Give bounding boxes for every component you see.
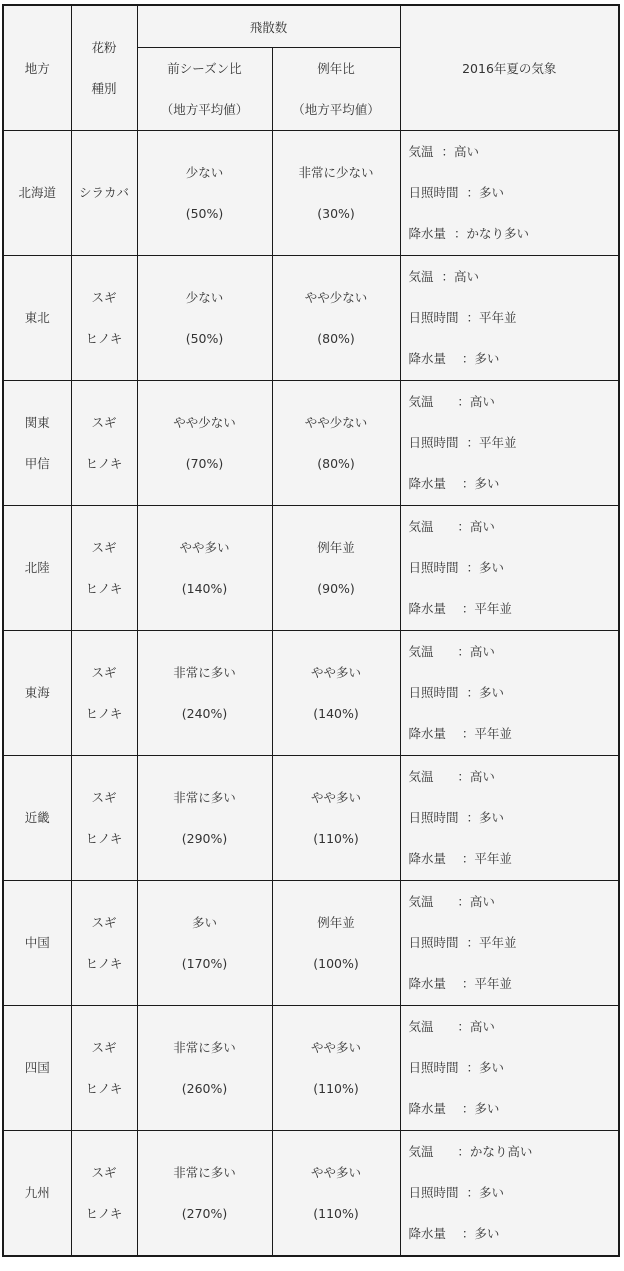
weather-line: 降水量 ：多い <box>408 476 500 491</box>
table-row <box>3 631 619 756</box>
region-cell <box>3 381 71 506</box>
region-header: 地方 <box>3 5 71 131</box>
pollen-type-cell-line: ヒノキ <box>85 955 123 971</box>
prev-season-cell-line: 少ない <box>185 164 224 180</box>
avg-year-cell <box>272 381 400 506</box>
pollen-type-cell <box>71 881 137 1006</box>
prev-season-cell-line: 少ない <box>185 289 224 305</box>
weather-line: 気温 ：高い <box>408 769 495 784</box>
prev-season-cell <box>137 131 272 256</box>
prev-season-cell <box>137 881 272 1006</box>
weather-line: 気温 ：高い <box>408 394 495 409</box>
avg-year-cell-line: (110%) <box>313 1080 359 1096</box>
avg-year-cell-line: (110%) <box>313 1205 359 1221</box>
weather-cell <box>400 131 619 256</box>
region-cell <box>3 631 71 756</box>
prev-season-cell <box>137 256 272 381</box>
weather-header: 2016年夏の気象 <box>400 5 619 131</box>
weather-line: 降水量 ：平年並 <box>408 976 512 991</box>
table-row <box>3 756 619 881</box>
region-cell <box>3 506 71 631</box>
avg-year-cell-line: (100%) <box>313 955 359 971</box>
pollen-type-cell-line: シラカバ <box>78 185 129 200</box>
pollen-type-cell <box>71 1006 137 1131</box>
weather-line: 気温 ：高い <box>408 519 495 534</box>
pollen-type-cell-line: スギ <box>91 1039 117 1055</box>
weather-line: 降水量 ：多い <box>408 351 500 366</box>
prev-season-cell <box>137 381 272 506</box>
weather-cell <box>400 881 619 1006</box>
region-cell <box>3 131 71 256</box>
avg-year-cell <box>272 756 400 881</box>
prev-season-cell-line: (170%) <box>181 955 228 971</box>
weather-line: 日照時間 ：多い <box>408 1185 504 1200</box>
pollen-type-cell <box>71 256 137 381</box>
weather-cell <box>400 1131 619 1257</box>
avg-year-cell-line: 非常に少ない <box>298 164 374 180</box>
pollen-type-cell-line: ヒノキ <box>85 1205 123 1221</box>
pollen-type-cell-line: ヒノキ <box>85 580 123 596</box>
prev-season-header: 前シーズン比 （地方平均値） <box>137 48 272 131</box>
region-cell-line: 九州 <box>24 1185 50 1200</box>
avg-year-cell-line: やや少ない <box>304 289 368 305</box>
pollen-type-cell <box>71 1131 137 1257</box>
prev-season-cell-line: (50%) <box>185 330 224 346</box>
pollen-forecast-table <box>2 4 620 1257</box>
pollen-type-cell <box>71 756 137 881</box>
weather-line: 日照時間 ：平年並 <box>408 310 517 325</box>
avg-year-cell <box>272 631 400 756</box>
avg-year-cell-line: (90%) <box>317 580 355 596</box>
weather-line: 降水量 ：かなり多い <box>408 226 529 241</box>
weather-cell <box>400 756 619 881</box>
weather-line: 降水量 ：平年並 <box>408 851 512 866</box>
weather-line: 気温 ：高い <box>408 1019 495 1034</box>
weather-line: 気温 ：高い <box>408 144 479 159</box>
avg-year-cell-line: (80%) <box>317 455 355 471</box>
pollen-type-cell <box>71 631 137 756</box>
region-cell <box>3 256 71 381</box>
prev-season-cell-line: (260%) <box>181 1080 228 1096</box>
pollen-type-cell-line: スギ <box>91 1164 117 1180</box>
pollen-type-cell-line: ヒノキ <box>85 1080 123 1096</box>
pollen-type-cell-line: スギ <box>91 289 117 305</box>
weather-cell <box>400 1006 619 1131</box>
avg-year-cell <box>272 881 400 1006</box>
prev-season-cell-line: (240%) <box>181 705 228 721</box>
region-cell <box>3 756 71 881</box>
weather-cell <box>400 381 619 506</box>
pollen-type-cell <box>71 381 137 506</box>
weather-line: 日照時間 ：多い <box>408 1060 504 1075</box>
weather-line: 気温 ：高い <box>408 269 479 284</box>
prev-season-cell-line: やや多い <box>179 539 230 555</box>
avg-year-cell-line: (80%) <box>317 330 355 346</box>
weather-line: 日照時間 ：多い <box>408 185 504 200</box>
prev-season-cell <box>137 506 272 631</box>
avg-year-cell <box>272 1131 400 1257</box>
pollen-type-cell-line: ヒノキ <box>85 455 123 471</box>
weather-line: 気温 ：かなり高い <box>408 1144 533 1159</box>
region-cell-line: 北海道 <box>18 185 56 200</box>
prev-season-cell-line: (270%) <box>181 1205 228 1221</box>
pollen-type-cell-line: ヒノキ <box>85 330 123 346</box>
avg-year-cell-line: やや多い <box>311 664 362 680</box>
prev-season-cell-line: 非常に多い <box>173 1039 236 1055</box>
region-cell-line: 関東 <box>24 414 50 430</box>
avg-year-cell-line: やや多い <box>311 789 362 805</box>
weather-line: 降水量 ：平年並 <box>408 726 512 741</box>
dispersal-header: 飛散数 <box>137 5 400 48</box>
region-cell-line: 近畿 <box>24 810 50 825</box>
table-row <box>3 256 619 381</box>
avg-year-header: 例年比 （地方平均値） <box>272 48 400 131</box>
prev-season-cell-line: 非常に多い <box>173 664 236 680</box>
avg-year-cell-line: やや少ない <box>304 414 368 430</box>
region-cell <box>3 1006 71 1131</box>
table-header <box>3 5 619 131</box>
weather-line: 日照時間 ：多い <box>408 560 504 575</box>
weather-line: 降水量 ：多い <box>408 1101 500 1116</box>
weather-line: 日照時間 ：多い <box>408 685 504 700</box>
weather-line: 降水量 ：平年並 <box>408 601 512 616</box>
prev-season-cell-line: (140%) <box>181 580 228 596</box>
pollen-type-cell-line: スギ <box>91 789 117 805</box>
table-row <box>3 881 619 1006</box>
table-row <box>3 506 619 631</box>
table-row <box>3 1006 619 1131</box>
avg-year-cell <box>272 256 400 381</box>
pollen-type-cell-line: スギ <box>91 414 117 430</box>
table-body <box>3 131 619 1257</box>
avg-year-cell-line: やや多い <box>311 1164 362 1180</box>
region-cell-line: 東北 <box>24 310 50 325</box>
weather-cell <box>400 631 619 756</box>
pollen-type-cell <box>71 131 137 256</box>
prev-season-cell-line: (50%) <box>185 205 224 221</box>
pollen-type-cell-line: スギ <box>91 664 117 680</box>
weather-line: 気温 ：高い <box>408 644 495 659</box>
table-row <box>3 131 619 256</box>
prev-season-cell <box>137 1006 272 1131</box>
avg-year-cell-line: (30%) <box>317 205 355 221</box>
region-cell-line: 北陸 <box>24 560 50 575</box>
prev-season-cell-line: 非常に多い <box>173 1164 236 1180</box>
avg-year-cell <box>272 506 400 631</box>
prev-season-cell-line: 多い <box>191 914 217 930</box>
weather-line: 日照時間 ：多い <box>408 810 504 825</box>
pollen-type-cell-line: ヒノキ <box>85 830 123 846</box>
weather-cell <box>400 506 619 631</box>
pollen-type-cell-line: ヒノキ <box>85 705 123 721</box>
table-row <box>3 381 619 506</box>
prev-season-cell <box>137 631 272 756</box>
weather-line: 日照時間 ：平年並 <box>408 435 517 450</box>
pollen-type-cell <box>71 506 137 631</box>
avg-year-cell-line: (140%) <box>313 705 359 721</box>
region-cell-line: 東海 <box>24 685 50 700</box>
prev-season-cell-line: (70%) <box>185 455 224 471</box>
prev-season-cell <box>137 756 272 881</box>
weather-line: 日照時間 ：平年並 <box>408 935 517 950</box>
table-row <box>3 1131 619 1257</box>
avg-year-cell-line: やや多い <box>311 1039 362 1055</box>
pollen-type-cell-line: スギ <box>91 539 117 555</box>
avg-year-cell-line: (110%) <box>313 830 359 846</box>
weather-cell <box>400 256 619 381</box>
pollen-type-cell-line: スギ <box>91 914 117 930</box>
avg-year-cell-line: 例年並 <box>317 914 355 930</box>
avg-year-cell <box>272 1006 400 1131</box>
region-cell <box>3 1131 71 1257</box>
prev-season-cell <box>137 1131 272 1257</box>
region-cell-line: 四国 <box>24 1060 50 1075</box>
pollen-type-header: 花粉 種別 <box>71 5 137 131</box>
region-cell-line: 甲信 <box>24 455 50 471</box>
prev-season-cell-line: やや少ない <box>173 414 236 430</box>
avg-year-cell-line: 例年並 <box>317 539 355 555</box>
avg-year-cell <box>272 131 400 256</box>
region-cell <box>3 881 71 1006</box>
weather-line: 気温 ：高い <box>408 894 495 909</box>
prev-season-cell-line: (290%) <box>181 830 228 846</box>
region-cell-line: 中国 <box>24 935 50 950</box>
prev-season-cell-line: 非常に多い <box>173 789 236 805</box>
weather-line: 降水量 ：多い <box>408 1226 500 1241</box>
